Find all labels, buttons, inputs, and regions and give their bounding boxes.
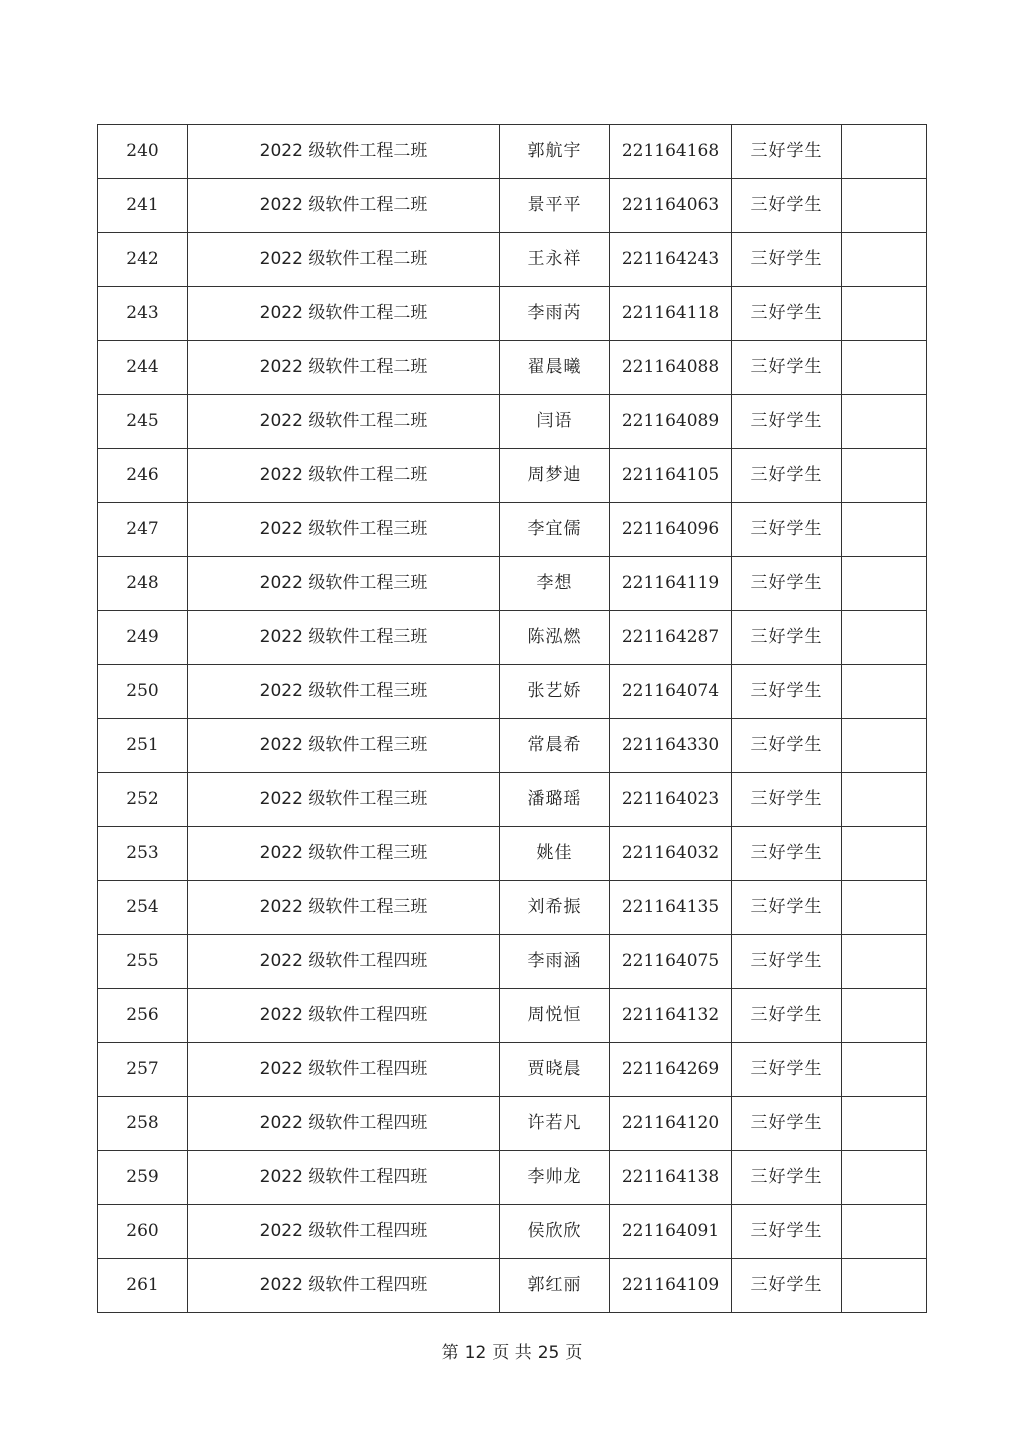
cell-award: 三好学生 [732,503,842,557]
cell-award: 三好学生 [732,1151,842,1205]
table-row [98,935,927,989]
cell-student-name: 周悦恒 [500,989,610,1043]
cell-note [842,827,927,881]
cell-award: 三好学生 [732,287,842,341]
cell-note [842,1043,927,1097]
cell-award: 三好学生 [732,1205,842,1259]
cell-student-name: 李雨涵 [500,935,610,989]
cell-student-id: 221164119 [610,557,732,611]
cell-class: 2022 级软件工程三班 [188,827,500,881]
cell-note [842,449,927,503]
cell-note [842,1151,927,1205]
cell-student-id: 221164118 [610,287,732,341]
cell-serial-number: 261 [98,1259,188,1313]
cell-note [842,611,927,665]
cell-class: 2022 级软件工程二班 [188,395,500,449]
cell-class: 2022 级软件工程四班 [188,989,500,1043]
table-row [98,233,927,287]
cell-serial-number: 256 [98,989,188,1043]
cell-student-id: 221164096 [610,503,732,557]
page-footer [0,1338,1024,1363]
table-body [98,125,927,1313]
cell-student-name: 郭红丽 [500,1259,610,1313]
cell-class: 2022 级软件工程二班 [188,233,500,287]
cell-student-name: 闫语 [500,395,610,449]
table-row [98,719,927,773]
cell-award: 三好学生 [732,989,842,1043]
cell-award: 三好学生 [732,395,842,449]
cell-serial-number: 250 [98,665,188,719]
cell-class: 2022 级软件工程三班 [188,611,500,665]
cell-serial-number: 252 [98,773,188,827]
table-row [98,449,927,503]
cell-note [842,989,927,1043]
cell-student-id: 221164168 [610,125,732,179]
cell-student-name: 李帅龙 [500,1151,610,1205]
cell-award: 三好学生 [732,665,842,719]
cell-student-id: 221164088 [610,341,732,395]
cell-serial-number: 257 [98,1043,188,1097]
cell-serial-number: 258 [98,1097,188,1151]
table-row [98,773,927,827]
cell-note [842,503,927,557]
cell-note [842,719,927,773]
cell-serial-number: 254 [98,881,188,935]
cell-student-id: 221164138 [610,1151,732,1205]
footer-total-pages: 25 [537,1343,560,1363]
cell-student-id: 221164032 [610,827,732,881]
table-row [98,881,927,935]
footer-suffix: 页 [565,1343,583,1363]
cell-class: 2022 级软件工程二班 [188,125,500,179]
cell-class: 2022 级软件工程三班 [188,881,500,935]
cell-serial-number: 242 [98,233,188,287]
cell-student-id: 221164243 [610,233,732,287]
table-row [98,1259,927,1313]
cell-student-id: 221164105 [610,449,732,503]
cell-class: 2022 级软件工程三班 [188,719,500,773]
cell-award: 三好学生 [732,773,842,827]
table-row [98,287,927,341]
table-row [98,125,927,179]
cell-note [842,557,927,611]
cell-student-name: 李宜儒 [500,503,610,557]
cell-student-id: 221164269 [610,1043,732,1097]
cell-class: 2022 级软件工程三班 [188,503,500,557]
cell-class: 2022 级软件工程四班 [188,1043,500,1097]
cell-note [842,935,927,989]
cell-award: 三好学生 [732,1043,842,1097]
cell-award: 三好学生 [732,881,842,935]
cell-serial-number: 251 [98,719,188,773]
cell-serial-number: 243 [98,287,188,341]
table-row [98,557,927,611]
table-row [98,1097,927,1151]
cell-serial-number: 240 [98,125,188,179]
cell-student-id: 221164063 [610,179,732,233]
cell-student-id: 221164023 [610,773,732,827]
cell-class: 2022 级软件工程三班 [188,665,500,719]
cell-note [842,665,927,719]
table-row [98,665,927,719]
cell-class: 2022 级软件工程四班 [188,1205,500,1259]
table-row [98,989,927,1043]
cell-student-name: 景平平 [500,179,610,233]
cell-class: 2022 级软件工程四班 [188,1151,500,1205]
cell-note [842,179,927,233]
cell-serial-number: 244 [98,341,188,395]
table-row [98,827,927,881]
cell-serial-number: 248 [98,557,188,611]
cell-class: 2022 级软件工程二班 [188,341,500,395]
cell-student-name: 陈泓燃 [500,611,610,665]
cell-note [842,233,927,287]
cell-student-name: 翟晨曦 [500,341,610,395]
cell-student-name: 李雨芮 [500,287,610,341]
cell-award: 三好学生 [732,1097,842,1151]
cell-award: 三好学生 [732,1259,842,1313]
cell-serial-number: 253 [98,827,188,881]
cell-student-id: 221164089 [610,395,732,449]
cell-class: 2022 级软件工程四班 [188,1097,500,1151]
table-row [98,1151,927,1205]
cell-student-id: 221164330 [610,719,732,773]
cell-serial-number: 245 [98,395,188,449]
cell-award: 三好学生 [732,233,842,287]
cell-student-id: 221164074 [610,665,732,719]
cell-serial-number: 249 [98,611,188,665]
cell-note [842,881,927,935]
cell-serial-number: 255 [98,935,188,989]
cell-student-name: 姚佳 [500,827,610,881]
table-row [98,1205,927,1259]
cell-student-name: 王永祥 [500,233,610,287]
cell-award: 三好学生 [732,719,842,773]
cell-award: 三好学生 [732,557,842,611]
footer-middle: 页 共 [492,1343,532,1363]
table-row [98,395,927,449]
cell-student-id: 221164120 [610,1097,732,1151]
cell-award: 三好学生 [732,125,842,179]
cell-note [842,1097,927,1151]
cell-student-name: 潘璐瑶 [500,773,610,827]
cell-class: 2022 级软件工程二班 [188,287,500,341]
cell-student-name: 许若凡 [500,1097,610,1151]
cell-student-name: 侯欣欣 [500,1205,610,1259]
cell-award: 三好学生 [732,341,842,395]
table-row [98,503,927,557]
cell-serial-number: 246 [98,449,188,503]
cell-student-id: 221164091 [610,1205,732,1259]
cell-student-id: 221164132 [610,989,732,1043]
cell-note [842,773,927,827]
cell-note [842,125,927,179]
cell-student-name: 周梦迪 [500,449,610,503]
cell-award: 三好学生 [732,179,842,233]
cell-class: 2022 级软件工程二班 [188,179,500,233]
cell-student-name: 郭航宇 [500,125,610,179]
cell-student-id: 221164135 [610,881,732,935]
cell-class: 2022 级软件工程四班 [188,1259,500,1313]
cell-student-name: 刘希振 [500,881,610,935]
student-award-table [97,124,927,1313]
cell-student-name: 常晨希 [500,719,610,773]
cell-class: 2022 级软件工程二班 [188,449,500,503]
footer-current-page: 12 [464,1343,487,1363]
cell-award: 三好学生 [732,611,842,665]
cell-note [842,1259,927,1313]
cell-award: 三好学生 [732,449,842,503]
cell-serial-number: 247 [98,503,188,557]
cell-class: 2022 级软件工程四班 [188,935,500,989]
cell-student-id: 221164109 [610,1259,732,1313]
table-row [98,611,927,665]
cell-student-id: 221164075 [610,935,732,989]
cell-student-name: 张艺娇 [500,665,610,719]
cell-student-name: 李想 [500,557,610,611]
cell-class: 2022 级软件工程三班 [188,773,500,827]
cell-note [842,395,927,449]
cell-note [842,1205,927,1259]
table-row [98,341,927,395]
table-row [98,1043,927,1097]
cell-class: 2022 级软件工程三班 [188,557,500,611]
cell-note [842,287,927,341]
cell-serial-number: 259 [98,1151,188,1205]
cell-note [842,341,927,395]
cell-serial-number: 260 [98,1205,188,1259]
cell-student-id: 221164287 [610,611,732,665]
cell-award: 三好学生 [732,935,842,989]
cell-award: 三好学生 [732,827,842,881]
cell-student-name: 贾晓晨 [500,1043,610,1097]
table-row [98,179,927,233]
cell-serial-number: 241 [98,179,188,233]
footer-prefix: 第 [441,1343,459,1363]
